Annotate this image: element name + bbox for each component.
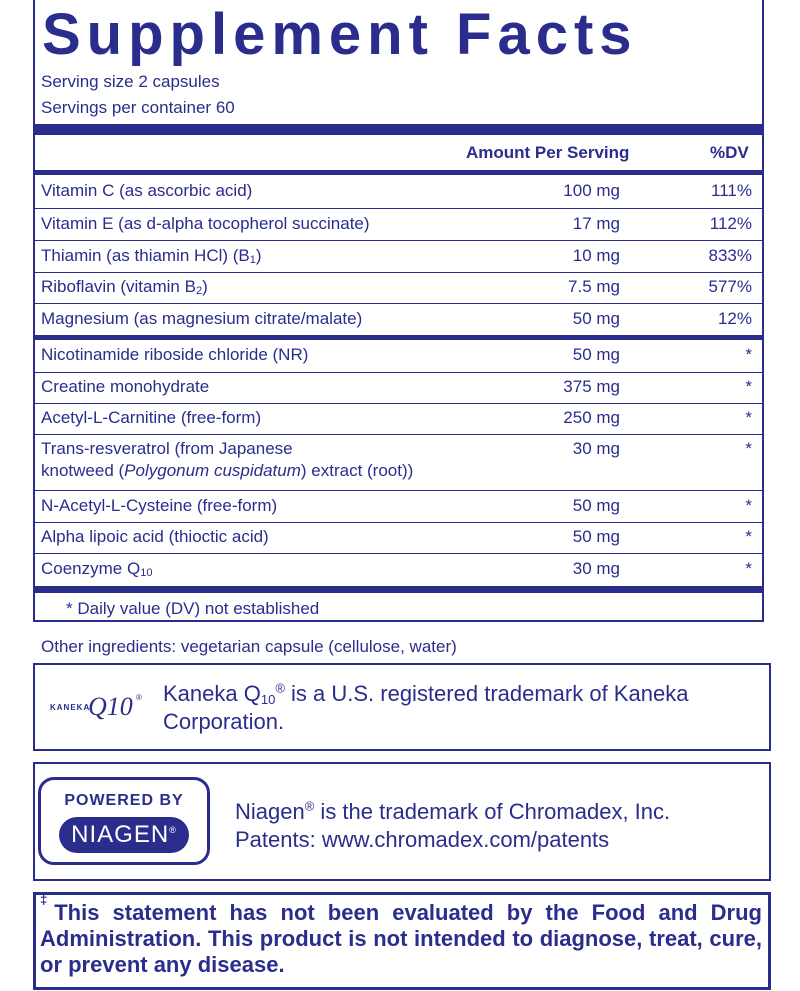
amount-per-serving-header: Amount Per Serving — [466, 143, 630, 162]
row-divider — [33, 240, 764, 241]
nutrient-dv: * — [745, 439, 752, 458]
nutrient-dv: 111% — [711, 181, 752, 200]
nutrient-dv: * — [745, 345, 752, 364]
panel-title: Supplement Facts — [42, 2, 638, 67]
table-top-rule — [33, 170, 764, 175]
nutrient-name: N-Acetyl-L-Cysteine (free-form) — [41, 496, 278, 515]
nutrient-name: Alpha lipoic acid (thioctic acid) — [41, 527, 269, 546]
nutrient-amount: 10 mg — [572, 246, 620, 265]
nutrient-amount: 50 mg — [572, 496, 620, 515]
row-divider — [33, 208, 764, 209]
nutrient-amount: 50 mg — [572, 309, 620, 328]
kaneka-trademark-line2: Corporation. — [163, 709, 285, 734]
nutrient-dv: * — [745, 496, 752, 515]
nutrient-dv: 833% — [708, 246, 752, 265]
nutrient-dv: 577% — [708, 277, 752, 296]
nutrient-dv: * — [745, 527, 752, 546]
nutrient-name: Riboflavin (vitamin $B_2$) — [41, 277, 208, 297]
niagen-trademark-line1: Niagen® is the trademark of Chromadex, Inc. — [235, 798, 671, 824]
row-divider — [33, 522, 764, 523]
nutrient-name: Acetyl-L-Carnitine (free-form) — [41, 408, 262, 427]
dv-header: %DV — [710, 143, 749, 162]
nutrient-name: Creatine monohydrate — [41, 377, 210, 396]
kaneka-trademark-line1: Kaneka $Q_{10}®$ is a U.S. registered trademark of Kaneka — [163, 680, 689, 707]
nutrient-dv: * — [745, 408, 752, 427]
nutrient-name: Coenzyme $Q_{10}$ — [41, 559, 153, 579]
nutrient-amount: 375 mg — [563, 377, 620, 396]
nutrient-amount: 50 mg — [572, 345, 620, 364]
nutrient-amount: 100 mg — [563, 181, 620, 200]
row-divider — [33, 372, 764, 373]
nutrient-row — [41, 438, 756, 488]
servings-per-container: Servings per container 60 — [41, 98, 235, 117]
nutrient-name: Vitamin C (as ascorbic acid) — [41, 181, 253, 200]
other-ingredients: Other ingredients: vegetarian capsule (cellulose, water) — [41, 637, 457, 656]
row-divider — [33, 490, 764, 491]
nutrient-amount: 30 mg — [572, 439, 620, 458]
nutrient-name: Vitamin E (as d-alpha tocopherol succinate) — [41, 214, 370, 233]
dv-footnote: * Daily value (DV) not established — [66, 599, 320, 618]
nutrient-name: Nicotinamide riboside chloride (NR) — [41, 345, 309, 364]
nutrient-name: Magnesium (as magnesium citrate/malate) — [41, 309, 363, 328]
table-bottom-rule — [33, 586, 764, 593]
row-divider — [33, 434, 764, 435]
nutrient-amount: 250 mg — [563, 408, 620, 427]
nutrient-name: Trans-resveratrol (from Japanese knotweed (Polygonum cuspidatum) extract (root)) — [41, 439, 414, 480]
nutrient-amount: 7.5 mg — [568, 277, 620, 296]
section-rule — [33, 335, 764, 340]
nutrient-dv: * — [745, 559, 752, 578]
kaneka-q10-logo: KANEKA Q10 ® — [50, 692, 142, 721]
row-divider — [33, 272, 764, 273]
header-rule — [33, 124, 764, 135]
nutrient-amount: 17 mg — [572, 214, 620, 233]
nutrient-dv: 112% — [709, 214, 752, 233]
powered-by-niagen-logo: POWERED BY NIAGEN® — [38, 777, 210, 865]
fda-disclaimer: ‡This statement has not been evaluated by the Food and Drug Administration. This product is not intended to diagnose, treat, cure, or prevent any disease. — [40, 892, 762, 977]
nutrient-dv: 12% — [717, 309, 752, 328]
nutrient-name: Thiamin (as thiamin HCl) $(B_1)$ — [41, 246, 262, 266]
row-divider — [33, 403, 764, 404]
serving-size: Serving size 2 capsules — [41, 72, 220, 91]
row-divider — [33, 303, 764, 304]
nutrient-amount: 50 mg — [572, 527, 620, 546]
niagen-patents-line: Patents: www.chromadex.com/patents — [235, 827, 610, 852]
row-divider — [33, 553, 764, 554]
nutrient-dv: * — [745, 377, 752, 396]
nutrient-amount: 30 mg — [572, 559, 620, 578]
